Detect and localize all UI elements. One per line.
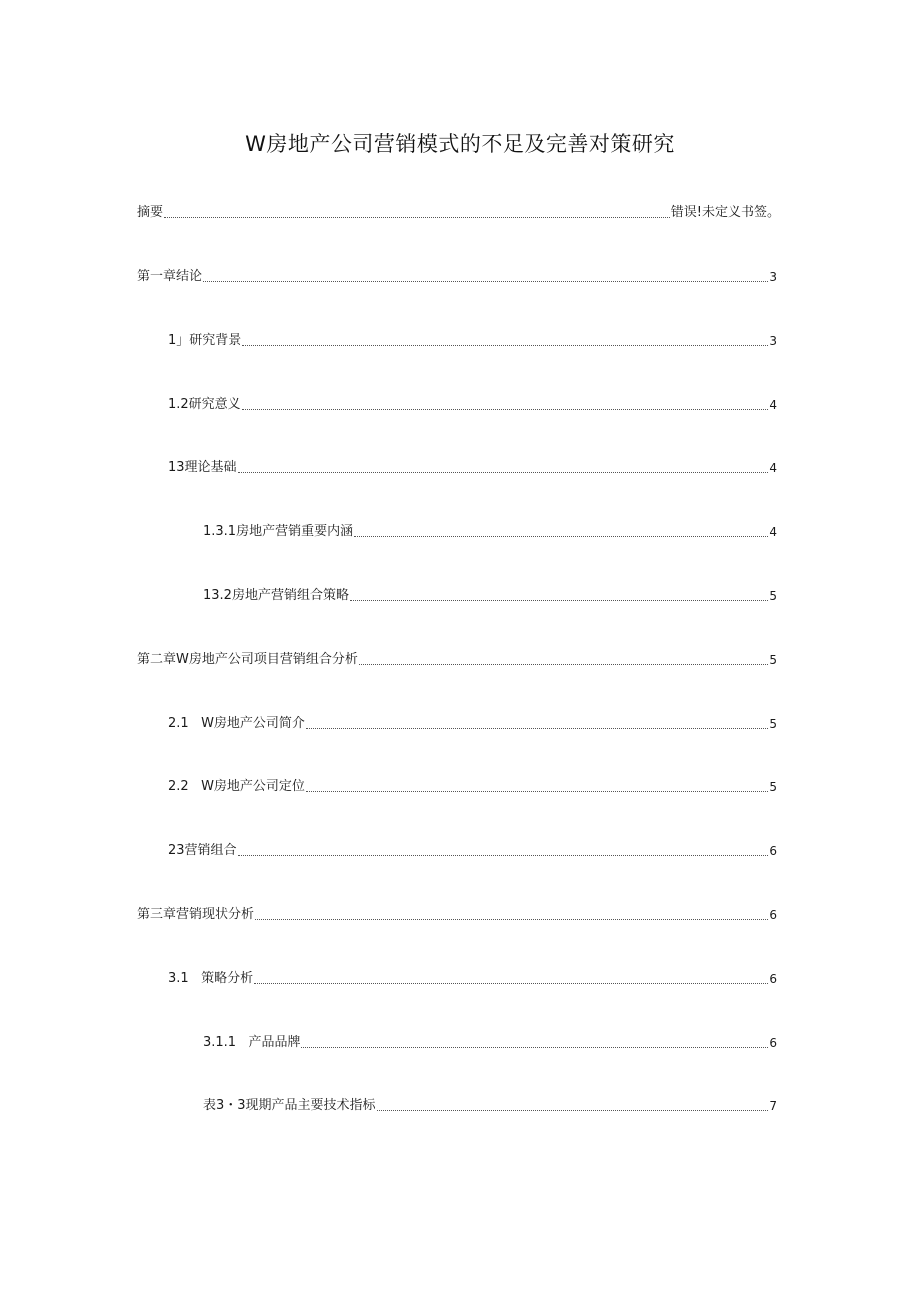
toc-entry-label: 2.1 W房地产公司简介 [168, 716, 305, 731]
toc-entry-page: 3 [769, 334, 777, 348]
toc-entry-page: 5 [769, 589, 777, 603]
toc-entry-chapter-2[interactable] [137, 652, 777, 668]
toc-entry-chapter-3[interactable] [137, 907, 777, 923]
toc-entry-label: 第三章营销现状分析 [137, 907, 255, 922]
toc-entry-label: 1.2研究意义 [168, 397, 241, 412]
toc-entry-label: 3.1 策略分析 [168, 971, 254, 986]
toc-entry-1-3[interactable] [168, 460, 777, 476]
toc-leader-dots [255, 919, 768, 920]
toc-entry-1-2[interactable] [168, 397, 777, 413]
toc-entry-page: 6 [769, 972, 777, 986]
toc-entry-2-3[interactable] [168, 843, 777, 859]
toc-entry-label: 第一章结论 [137, 269, 203, 284]
toc-leader-dots [238, 472, 769, 473]
toc-leader-dots [242, 409, 769, 410]
toc-entry-1-3-2[interactable] [203, 588, 777, 604]
toc-entry-label: 1.3.1房地产营销重要内涵 [203, 524, 354, 539]
toc-leader-dots [203, 281, 768, 282]
toc-entry-label: 表3・3现期产品主要技术指标 [203, 1098, 376, 1113]
toc-leader-dots [359, 664, 769, 665]
toc-entry-3-1-1[interactable] [203, 1035, 777, 1051]
toc-entry-label: 3.1.1 产品品牌 [203, 1035, 301, 1050]
toc-entry-label: 23营销组合 [168, 843, 237, 858]
toc-entry-label: 摘要 [137, 205, 164, 220]
toc-entry-table-3-3[interactable] [203, 1098, 777, 1114]
toc-leader-dots [238, 855, 769, 856]
toc-leader-dots [354, 536, 768, 537]
toc-leader-dots [254, 983, 768, 984]
toc-entry-1-3-1[interactable] [203, 524, 777, 540]
toc-entry-label: 1」研究背景 [168, 333, 242, 348]
document-title: W房地产公司营销模式的不足及完善对策研究 [245, 132, 675, 156]
toc-entry-page: 4 [769, 525, 777, 539]
toc-leader-dots [242, 345, 768, 346]
toc-entry-page: 7 [769, 1099, 777, 1113]
toc-entry-page: 6 [769, 844, 777, 858]
toc-entry-label: 第二章W房地产公司项目营销组合分析 [137, 652, 358, 667]
toc-entry-page: 4 [769, 461, 777, 475]
toc-entry-label: 13理论基础 [168, 460, 237, 475]
toc-entry-1-1[interactable] [168, 333, 777, 349]
toc-entry-page: 错误!未定义书签。 [670, 205, 780, 220]
toc-entry-page: 6 [769, 1036, 777, 1050]
toc-entry-chapter-1[interactable] [137, 269, 777, 285]
toc-leader-dots [301, 1047, 768, 1048]
toc-entry-2-1[interactable] [168, 716, 777, 732]
toc-entry-page: 3 [769, 270, 777, 284]
toc-entry-page: 4 [769, 398, 777, 412]
toc-entry-page: 6 [769, 908, 777, 922]
toc-leader-dots [377, 1110, 769, 1111]
toc-entry-page: 5 [769, 717, 777, 731]
toc-entry-label: 2.2 W房地产公司定位 [168, 779, 305, 794]
toc-entry-3-1[interactable] [168, 971, 777, 987]
toc-entry-page: 5 [769, 780, 777, 794]
toc-entry-2-2[interactable] [168, 779, 777, 795]
toc-entry-page: 5 [769, 653, 777, 667]
toc-entry-abstract[interactable] [137, 205, 780, 221]
toc-leader-dots [306, 728, 768, 729]
toc-leader-dots [164, 217, 670, 218]
toc-leader-dots [306, 791, 768, 792]
toc-leader-dots [350, 600, 768, 601]
toc-entry-label: 13.2房地产营销组合策略 [203, 588, 349, 603]
